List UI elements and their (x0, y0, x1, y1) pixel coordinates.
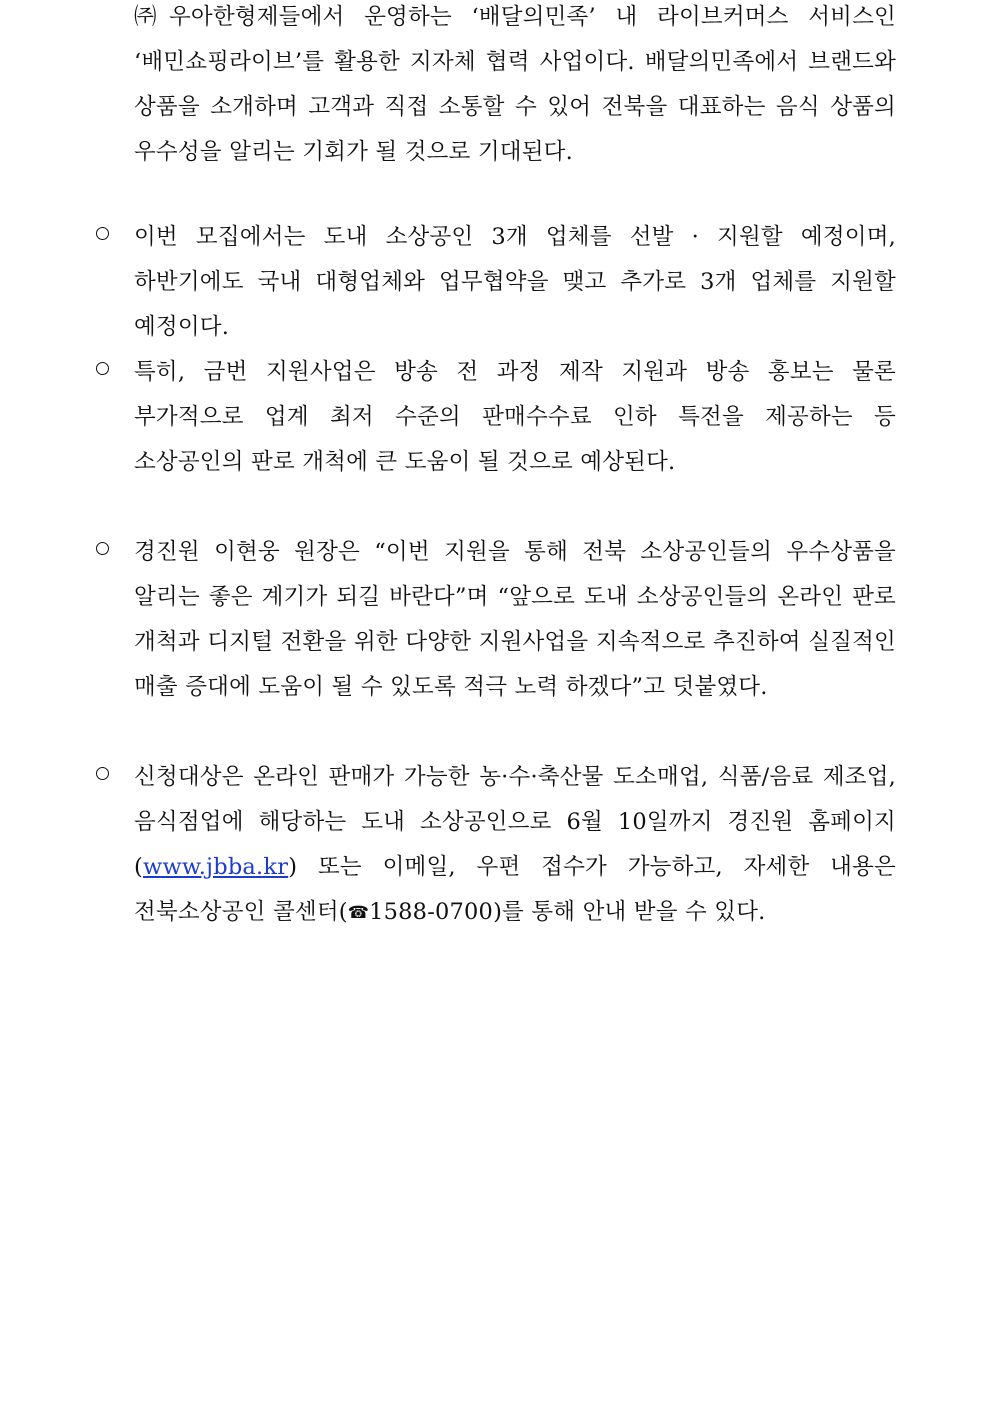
bullet-item-recruitment (96, 215, 896, 350)
circle-bullet-icon (96, 362, 109, 375)
application-text-part1: 신청대상은 온라인 판매가 가능한 농·수·축산물 도소매업, 식품/음료 제조업, 음식점업에 해당하는 도내 소상공인으로 6월 10일까지 경진원 홈페이지( (134, 764, 896, 880)
bullet-item-director-quote (96, 530, 896, 710)
bullet-item-benefits (96, 350, 896, 485)
bullet-text: 이번 모집에서는 도내 소상공인 3개 업체를 선발 · 지원할 예정이며, 하반기에도 국내 대형업체와 업무협약을 맺고 추가로 3개 업체를 지원할 예정이다. (134, 224, 896, 340)
circle-bullet-icon (96, 767, 109, 780)
bullet-item-application (96, 755, 896, 936)
phone-icon: ☎ (347, 903, 370, 923)
phone-number: 1588-0700 (369, 899, 494, 925)
bullet-text (134, 755, 896, 936)
bullet-text: 경진원 이현웅 원장은 “이번 지원을 통해 전북 소상공인들의 우수상품을 알리는 좋은 계기가 되길 바란다”며 “앞으로 도내 소상공인들의 온라인 판로 개척과 디지털 전환을 위한 다양한 지원사업을 지속적으로 추진하여 실질적인 매출 증대에 도움이 될 수 있도록 적극 노력 하겠다”고 덧붙였다. (134, 539, 896, 700)
circle-bullet-icon (96, 542, 109, 555)
application-text-part3: )를 통해 안내 받을 수 있다. (493, 899, 766, 925)
intro-text: ㈜우아한형제들에서 운영하는 ‘배달의민족’ 내 라이브커머스 서비스인 ‘배민쇼핑라이브’를 활용한 지자체 협력 사업이다. 배달의민족에서 브랜드와 상품을 소개하며 고객과 직접 소통할 수 있어 전북을 대표하는 음식 상품의 우수성을 알리는 기회가 될 것으로 기대된다. (134, 4, 896, 165)
application-text-part2: ) 또는 이메일, 우편 접수가 가능하고, 자세한 내용은 전북소상공인 콜센터( (134, 854, 896, 925)
circle-bullet-icon (96, 227, 109, 240)
intro-paragraph (96, 0, 896, 175)
homepage-link[interactable]: www.jbba.kr (142, 854, 289, 880)
bullet-text: 특히, 금번 지원사업은 방송 전 과정 제작 지원과 방송 홍보는 물론 부가적으로 업계 최저 수준의 판매수수료 인하 특전을 제공하는 등 소상공인의 판로 개척에 큰 도움이 될 것으로 예상된다. (134, 359, 896, 475)
